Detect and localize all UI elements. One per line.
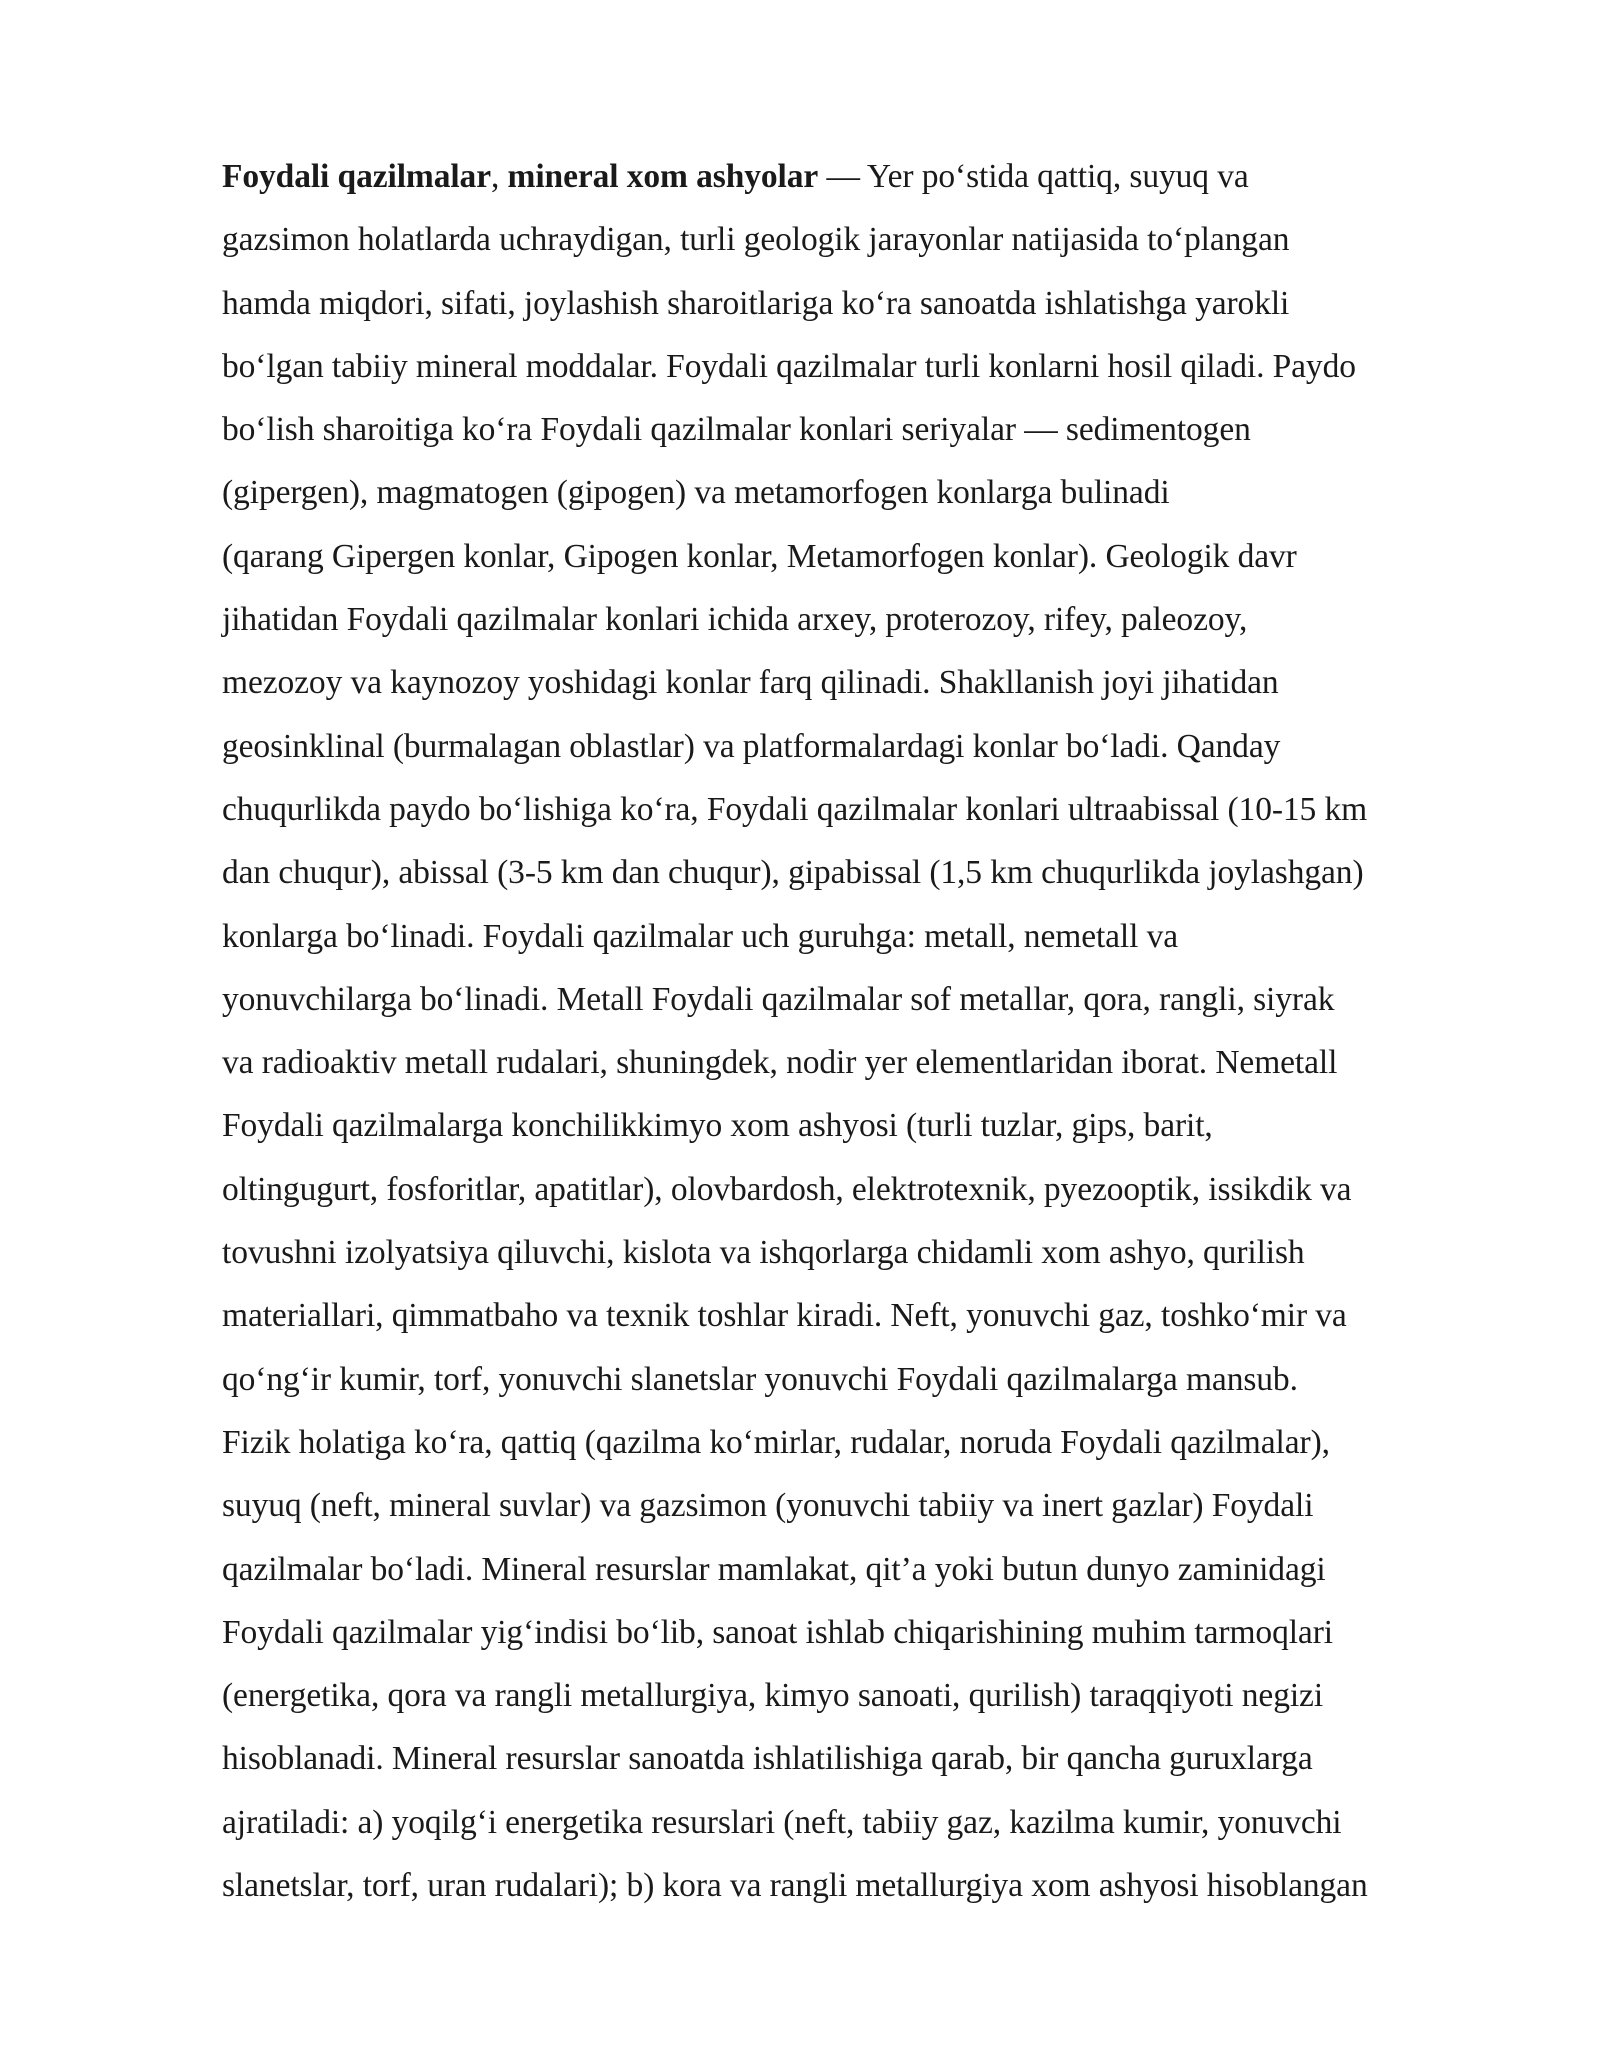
article-paragraph <box>222 145 1522 1917</box>
paragraph-line <box>222 145 1522 208</box>
paragraph-line: (energetika, qora va rangli metallurgiya, kimyo sanoati, qurilish) taraqqiyoti negizi <box>222 1677 1324 1715</box>
paragraph-line: bo‘lgan tabiiy mineral moddalar. Foydali qazilmalar turli konlarni hosil qiladi. Paydo <box>222 347 1356 385</box>
paragraph-line: Foydali qazilmalar yig‘indisi bo‘lib, sanoat ishlab chiqarishining muhim tarmoqlari <box>222 1613 1333 1651</box>
paragraph-line: gazsimon holatlarda uchraydigan, turli geologik jarayonlar natijasida to‘plangan <box>222 221 1290 259</box>
paragraph-line: qo‘ng‘ir kumir, torf, yonuvchi slanetslar yonuvchi Foydali qazilmalarga mansub. <box>222 1360 1298 1398</box>
paragraph-line: Fizik holatiga ko‘ra, qattiq (qazilma ko‘mirlar, rudalar, noruda Foydali qazilmalar), <box>222 1423 1330 1461</box>
paragraph-line: konlarga bo‘linadi. Foydali qazilmalar uch guruhga: metall, nemetall va <box>222 917 1179 955</box>
paragraph-line: mezozoy va kaynozoy yoshidagi konlar farq qilinadi. Shakllanish joyi jihatidan <box>222 664 1279 702</box>
term-bold: mineral xom ashyolar <box>507 158 819 195</box>
paragraph-line: geosinklinal (burmalagan oblastlar) va platformalardagi konlar bo‘ladi. Qanday <box>222 727 1281 765</box>
paragraph-line: tovushni izolyatsiya qiluvchi, kislota va ishqorlarga chidamli xom ashyo, qurilish <box>222 1234 1305 1272</box>
paragraph-line: slanetslar, torf, uran rudalari); b) kora va rangli metallurgiya xom ashyosi hisoblangan <box>222 1867 1368 1905</box>
paragraph-line: suyuq (neft, mineral suvlar) va gazsimon (yonuvchi tabiiy va inert gazlar) Foydali <box>222 1487 1314 1525</box>
term-separator: , <box>490 158 508 195</box>
paragraph-line: dan chuqur), abissal (3-5 km dan chuqur), gipabissal (1,5 km chuqurlikda joylashgan) <box>222 854 1364 892</box>
line-text: — Yer po‘stida qattiq, suyuq va <box>818 158 1249 195</box>
paragraph-line: chuqurlikda paydo bo‘lishiga ko‘ra, Foydali qazilmalar konlari ultraabissal (10-15 km <box>222 790 1368 828</box>
paragraph-line: (gipergen), magmatogen (gipogen) va metamorfogen konlarga bulinadi <box>222 474 1170 512</box>
paragraph-line: (qarang Gipergen konlar, Gipogen konlar, Metamorfogen konlar). Geologik davr <box>222 537 1297 575</box>
paragraph-line: bo‘lish sharoitiga ko‘ra Foydali qazilmalar konlari seriyalar — sedimentogen <box>222 411 1251 449</box>
paragraph-line: oltingugurt, fosforitlar, apatitlar), olovbardosh, elektrotexnik, pyezooptik, issikdik va <box>222 1170 1352 1208</box>
paragraph-line: hamda miqdori, sifati, joylashish sharoitlariga ko‘ra sanoatda ishlatishga yarokli <box>222 284 1290 322</box>
paragraph-line: Foydali qazilmalarga konchilikkimyo xom ashyosi (turli tuzlar, gips, barit, <box>222 1107 1213 1145</box>
paragraph-line: yonuvchilarga bo‘linadi. Metall Foydali qazilmalar sof metallar, qora, rangli, siyrak <box>222 980 1335 1018</box>
paragraph-line: qazilmalar bo‘ladi. Mineral resurslar mamlakat, qit’a yoki butun dunyo zaminidagi <box>222 1550 1326 1588</box>
paragraph-line: ajratiladi: a) yoqilg‘i energetika resurslari (neft, tabiiy gaz, kazilma kumir, yonuvchi <box>222 1803 1342 1841</box>
paragraph-line: materiallari, qimmatbaho va texnik toshlar kiradi. Neft, yonuvchi gaz, toshko‘mir va <box>222 1297 1347 1335</box>
paragraph-line: va radioaktiv metall rudalari, shuningdek, nodir yer elementlaridan iborat. Nemetall <box>222 1044 1338 1082</box>
paragraph-line: jihatidan Foydali qazilmalar konlari ichida arxey, proterozoy, rifey, paleozoy, <box>222 601 1248 639</box>
term-bold: Foydali qazilmalar <box>222 158 491 195</box>
paragraph-line: hisoblanadi. Mineral resurslar sanoatda ishlatilishiga qarab, bir qancha guruxlarga <box>222 1740 1313 1778</box>
